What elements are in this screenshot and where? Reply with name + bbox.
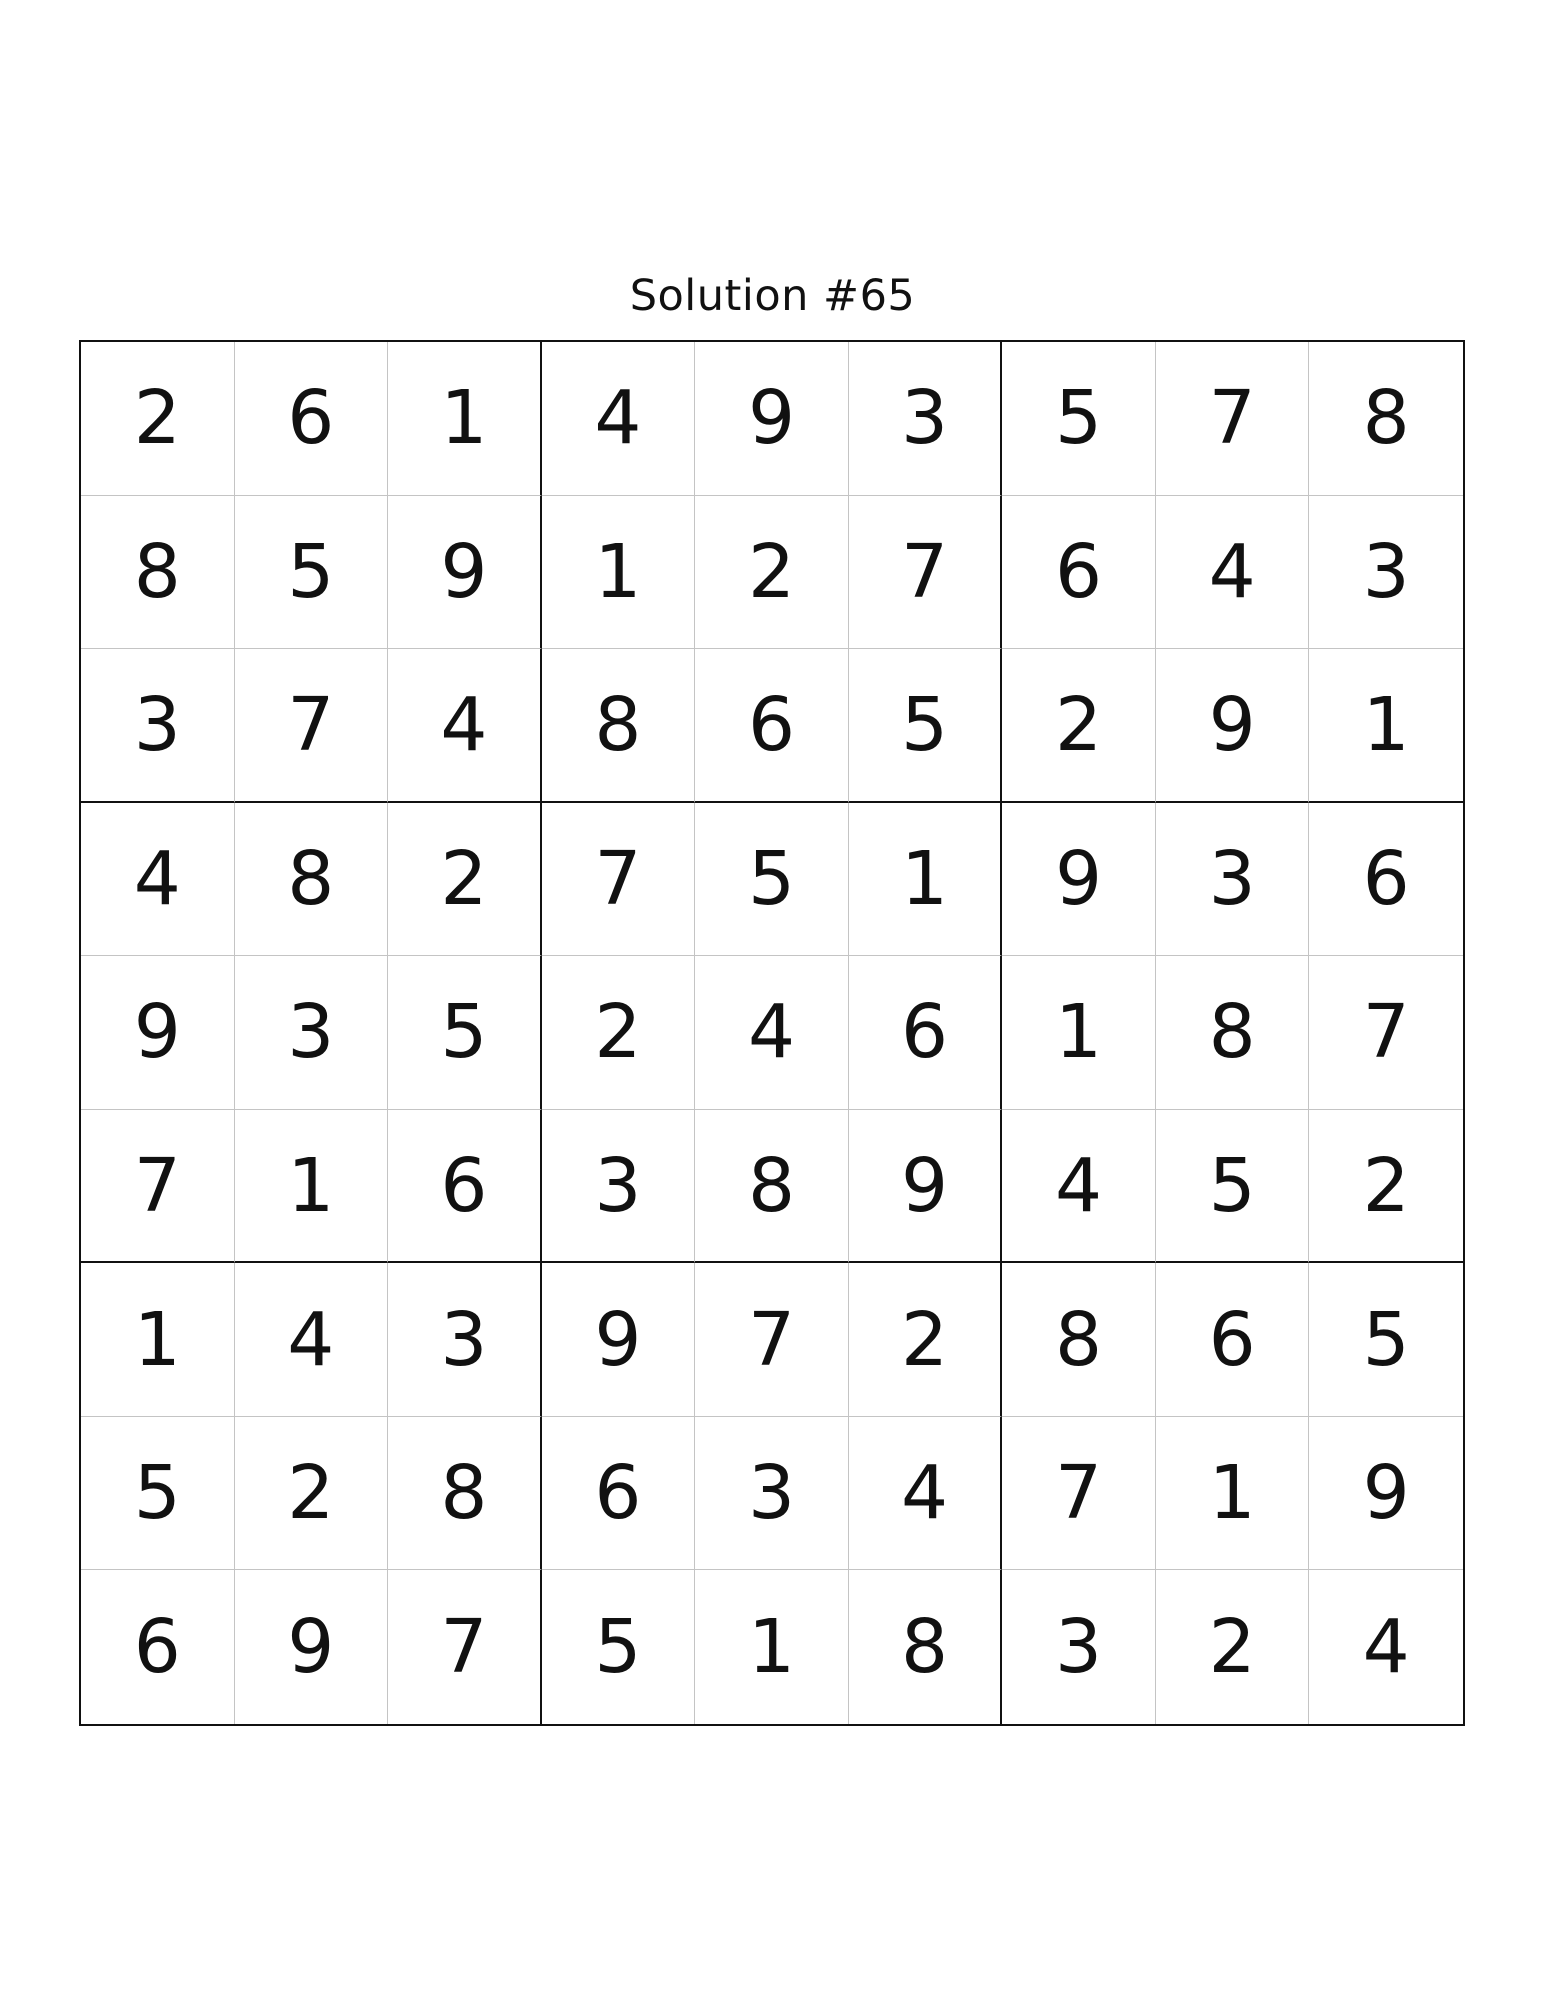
sudoku-cell-r6c3: 6	[388, 1110, 542, 1264]
sudoku-cell-r6c2: 1	[235, 1110, 389, 1264]
sudoku-cell-r1c1: 2	[81, 342, 235, 496]
sudoku-cell-r5c8: 8	[1156, 956, 1310, 1110]
sudoku-cell-r2c7: 6	[1002, 496, 1156, 650]
sudoku-cell-r3c3: 4	[388, 649, 542, 803]
sudoku-cell-r8c4: 6	[542, 1417, 696, 1571]
sudoku-cell-r4c8: 3	[1156, 803, 1310, 957]
sudoku-cell-r5c2: 3	[235, 956, 389, 1110]
sudoku-cell-r9c4: 5	[542, 1570, 696, 1724]
sudoku-cell-r7c2: 4	[235, 1263, 389, 1417]
sudoku-cell-r2c6: 7	[849, 496, 1003, 650]
sudoku-cell-r5c7: 1	[1002, 956, 1156, 1110]
sudoku-cell-r7c5: 7	[695, 1263, 849, 1417]
sudoku-cell-r9c6: 8	[849, 1570, 1003, 1724]
sudoku-cell-r4c6: 1	[849, 803, 1003, 957]
sudoku-cell-r1c6: 3	[849, 342, 1003, 496]
sudoku-cell-r3c6: 5	[849, 649, 1003, 803]
sudoku-cell-r3c5: 6	[695, 649, 849, 803]
sudoku-cell-r8c2: 2	[235, 1417, 389, 1571]
sudoku-cell-r2c4: 1	[542, 496, 696, 650]
sudoku-cell-r5c5: 4	[695, 956, 849, 1110]
sudoku-cell-r3c2: 7	[235, 649, 389, 803]
sudoku-cell-r5c3: 5	[388, 956, 542, 1110]
sudoku-cell-r1c2: 6	[235, 342, 389, 496]
sudoku-cell-r8c7: 7	[1002, 1417, 1156, 1571]
sudoku-cell-r2c3: 9	[388, 496, 542, 650]
sudoku-cell-r1c5: 9	[695, 342, 849, 496]
sudoku-cell-r1c4: 4	[542, 342, 696, 496]
sudoku-cell-r4c7: 9	[1002, 803, 1156, 957]
sudoku-cell-r9c7: 3	[1002, 1570, 1156, 1724]
sudoku-cell-r6c9: 2	[1309, 1110, 1463, 1264]
sudoku-cell-r8c1: 5	[81, 1417, 235, 1571]
sudoku-cell-r9c5: 1	[695, 1570, 849, 1724]
sudoku-cell-r7c6: 2	[849, 1263, 1003, 1417]
sudoku-cell-r3c9: 1	[1309, 649, 1463, 803]
sudoku-cell-r8c6: 4	[849, 1417, 1003, 1571]
sudoku-cell-r4c1: 4	[81, 803, 235, 957]
puzzle-title: Solution #65	[629, 271, 916, 321]
sudoku-cell-r6c4: 3	[542, 1110, 696, 1264]
sudoku-cell-r8c5: 3	[695, 1417, 849, 1571]
sudoku-cell-r5c1: 9	[81, 956, 235, 1110]
sudoku-cell-r4c2: 8	[235, 803, 389, 957]
sudoku-cell-r1c7: 5	[1002, 342, 1156, 496]
sudoku-cell-r9c1: 6	[81, 1570, 235, 1724]
sudoku-cell-r3c4: 8	[542, 649, 696, 803]
sudoku-cell-r6c7: 4	[1002, 1110, 1156, 1264]
sudoku-grid	[79, 340, 1465, 1726]
sudoku-cell-r6c5: 8	[695, 1110, 849, 1264]
sudoku-cell-r7c4: 9	[542, 1263, 696, 1417]
sudoku-cell-r2c5: 2	[695, 496, 849, 650]
sudoku-cell-r8c8: 1	[1156, 1417, 1310, 1571]
sudoku-cell-r9c3: 7	[388, 1570, 542, 1724]
sudoku-cell-r4c4: 7	[542, 803, 696, 957]
sudoku-cell-r5c4: 2	[542, 956, 696, 1110]
sudoku-cell-r7c1: 1	[81, 1263, 235, 1417]
sudoku-cell-r6c1: 7	[81, 1110, 235, 1264]
sudoku-cell-r7c7: 8	[1002, 1263, 1156, 1417]
sudoku-cell-r3c7: 2	[1002, 649, 1156, 803]
sudoku-cell-r8c3: 8	[388, 1417, 542, 1571]
sudoku-cell-r1c3: 1	[388, 342, 542, 496]
sudoku-cell-r4c3: 2	[388, 803, 542, 957]
sudoku-cell-r3c1: 3	[81, 649, 235, 803]
sudoku-cell-r1c8: 7	[1156, 342, 1310, 496]
sudoku-cell-r6c6: 9	[849, 1110, 1003, 1264]
sudoku-cell-r2c1: 8	[81, 496, 235, 650]
sudoku-cell-r7c3: 3	[388, 1263, 542, 1417]
sudoku-cell-r8c9: 9	[1309, 1417, 1463, 1571]
sudoku-cell-r4c5: 5	[695, 803, 849, 957]
sudoku-cell-r1c9: 8	[1309, 342, 1463, 496]
sudoku-cell-r9c9: 4	[1362, 1604, 1410, 1691]
sudoku-cell-r2c9: 3	[1309, 496, 1463, 650]
sudoku-cell-r7c8: 6	[1156, 1263, 1310, 1417]
sudoku-cell-r7c9: 5	[1309, 1263, 1463, 1417]
sudoku-cell-r2c2: 5	[235, 496, 389, 650]
sudoku-cell-r2c8: 4	[1156, 496, 1310, 650]
sudoku-cell-r9c2: 9	[235, 1570, 389, 1724]
sudoku-cell-r4c9: 6	[1309, 803, 1463, 957]
sudoku-cell-r9c8: 2	[1156, 1570, 1310, 1724]
sudoku-cell-r3c8: 9	[1156, 649, 1310, 803]
sudoku-cell-r5c6: 6	[849, 956, 1003, 1110]
sudoku-cell-r5c9: 7	[1309, 956, 1463, 1110]
sudoku-cell-r6c8: 5	[1156, 1110, 1310, 1264]
